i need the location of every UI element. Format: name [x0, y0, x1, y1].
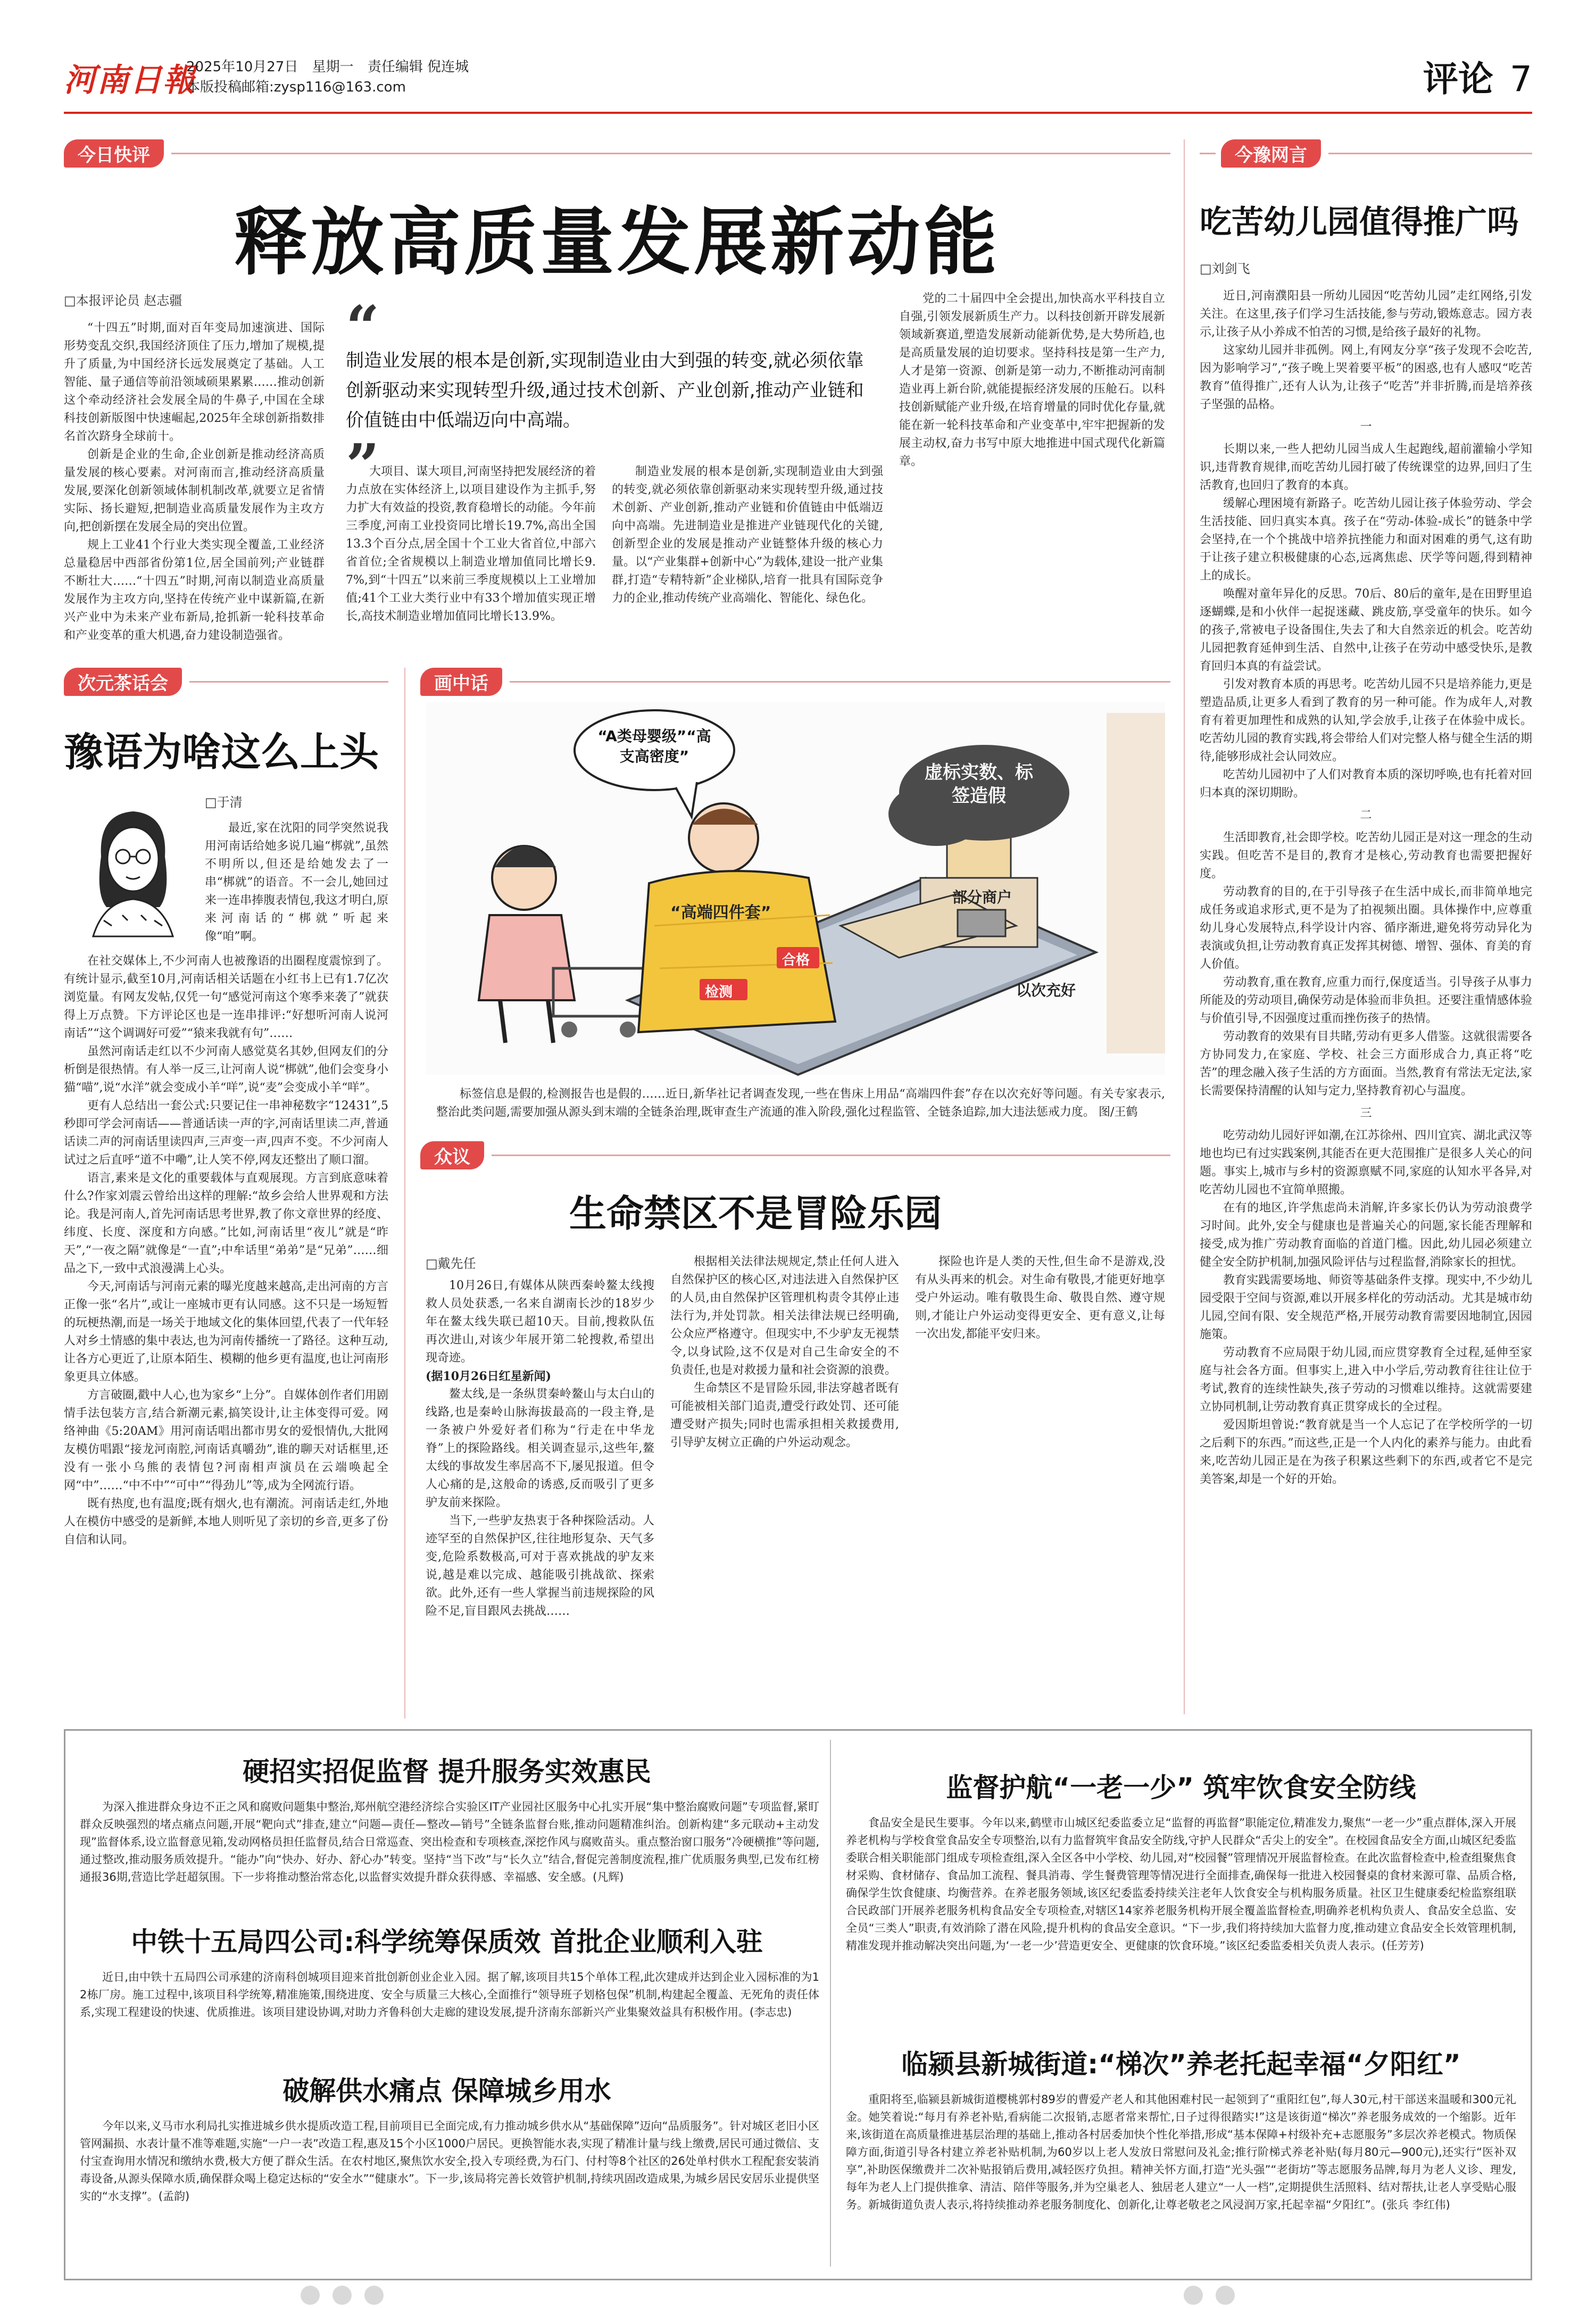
cartoon-label-merchant: 部分商户 — [952, 889, 1012, 906]
box1-body: 为深入推进群众身边不正之风和腐败问题集中整治,郑州航空港经济综合实验区IT产业园社区服务中心扎实开展“集中整治腐败问题”专项监督,紧盯群众反映强烈的堵点痛点问题,开展“靶向式”排查,建立“问题—责任—整改—销号”全链条监督台账,推动问题精准纠治。创新构建“多元联动+主动发现”监督体系,设立监督意见箱,发动网格员担任监督员,结合日常巡查、突出检查和专项核查,深挖作风与腐败苗头。重点整治窗口服务“冷硬横推”等问题,通过整改,推动服务质效提升。“能办”向“快办、好办、舒心办”转变。坚持“当下改”与“长久立”结合,督促完善制度流程,推广优质服务典型,已发布红榜通报36期,营造比学赶超氛围。下一步将推动整治常态化,以监督实效提升群众获得感、幸福感、安全感。(凡辉) — [80, 1800, 819, 1883]
tea-intro: 最近,家在沈阳的同学突然说我用河南话给她多说几遍“梆就”,虽然不明所以,但还是给她发去了一串“梆就”的语音。不一会儿,她回过来一连串捧腹表情包,我这才明白,原来河南话的“梆就”听起来像“咱”啊。 — [205, 821, 388, 943]
main-col-2: 大项目、谋大项目,河南坚持把发展经济的着力点放在实体经济上,以项目建设作为主抓手,努力扩大有效益的投资,教育稳增长的动能。今年前三季度,河南工业投资同比增长19.7%,高出全国13.3个百分点,居全国十个工业大省首位,中部六省首位;全省规模以上制造业增加值同比增长9.7%,到“十四五”以来前三季度规模以上工业增加值;41个工业大类行业中有33个增加值实现正增长,高技术制造业增加值同比增长13.9%。 — [346, 465, 596, 623]
cartoon-cloud-fake: 虚标实数、标签造假 — [925, 762, 1033, 807]
cartoon-credit: 图/王鹤 — [1098, 1106, 1138, 1119]
newspaper-logo: 河南日報 — [64, 62, 196, 99]
box4-body: 食品安全是民生要事。今年以来,鹤壁市山城区纪委监委立足“监督的再监督”职能定位,精准发力,聚焦“一老一少”重点群体,深入开展养老机构与学校食堂食品安全专项整治,以有力监督筑牢食品安全防线,守护人民群众“舌尖上的安全”。在校园食品安全方面,山城区纪委监委联合相关职能部门组成专项检查组,深入全区各中小学校、幼儿园,对“校园餐”管理情况开展监督检查。在此次监督检查中,检查组聚焦食材采购、食材储存、食品加工流程、餐具消毒、学生餐费管理等情况进行全面排查,确保每一批进入校园餐桌的食材来源可靠、品质合格,确保学生饮食健康、均衡营养。在养老服务领域,该区纪委监委持续关注老年人饮食安全与机构服务质量。社区卫生健康委纪检监察组联合民政部门开展养老服务机构食品安全专项检查,对辖区14家养老服务机构开展全覆盖监督检查,明确养老机构负责人、食品安全总监、安全员“三类人”职责,有效消除了潜在风险,提升机构的食品安全意识。“下一步,我们将持续加大监督力度,推动建立食品安全长效管理机制,精准发现并推动解决突出问题,为‘一老一少’营造更安全、更健康的饮食环境。”该区纪委监委相关负责人表示。(任芳芳) — [846, 1816, 1516, 1952]
cartoon-label-inferior: 以次充好 — [1016, 982, 1076, 999]
voice-source: (据10月26日红星新闻) — [426, 1369, 552, 1383]
main-col-3: 制造业发展的根本是创新,实现制造业由大到强的转变,就必须依靠创新驱动来实现转型升级,通过技术创新、产业创新,推动产业链和价值链由中低端迈向中高端。先进制造业是推进产业链现代化的关键,创新型企业的发展是推动产业链整体升级的核心力量。以“产业集群+创新中心”为载体,建设一批产业集群,打造“专精特新”企业梯队,培育一批具有国际竞争力的企业,推动传统产业高端化、智能化、绿色化。 — [612, 465, 883, 605]
box5-author: (张兵 李红伟) — [1382, 2198, 1450, 2211]
section-name: 评论 — [1423, 58, 1493, 99]
box3-author: (孟韵) — [158, 2190, 190, 2203]
pull-quote — [346, 293, 878, 500]
contribution-email[interactable]: 本版投稿邮箱:zysp116@163.com — [186, 79, 406, 95]
tag-public-opinion: 众议 — [420, 1141, 1170, 1169]
cartoon-illustration — [426, 702, 1165, 1075]
box1-author: (凡辉) — [593, 1871, 624, 1883]
main-article-title: 释放高质量发展新动能 — [234, 200, 1001, 285]
issue-date: 2025年10月27日 — [186, 59, 298, 75]
cartoon-bubble-claims: “A类母婴级”“高支高密度” — [597, 727, 711, 765]
cartoon-label-test: 检测 — [705, 984, 733, 1000]
box4-title: 监督护航“一老一少” 筑牢饮食安全防线 — [946, 1772, 1416, 1803]
tea-body: 在社交媒体上,不少河南人也被豫语的出圈程度震惊到了。有统计显示,截至10月,河南话相关话题在小红书上已有1.7亿次浏览量。有网友发帖,仅凭一句“感觉河南这个寒季来袭了”就获得上万点赞。下方评论区也是一连串排评:“好想听河南人说河南话”“这个调调好可爱”“猿来我就有句”…… 虽然河南话走红以不少河南人感觉莫名其妙,但网友们的分析倒是很热情。有人举一反三,让河南人说“梆就”,他们会变身小猫“喵”,说“水洋”就会变成小羊“咩”,说“麦”会变成小羊“咩”。 更有人总结出一套公式:只要记住一串神秘数字“12431”,5秒即可学会河南话——普通话读一声的字,河南话里读二声,普通话读二声的河南话里读四声,三声变一声,四声不变。不少河南人试过之后直呼“道不中嘞”,让人笑不停,网友还整出了顺口溜。 语言,素来是文化的重要载体与直观展现。方言到底意味着什么?作家刘震云曾给出这样的理解:“故乡会给人世界观和方法论。我是河南人,首先河南话思考世界,教了你文章世界的经度、纬度、长度、深度和方向感。”比如,河南话里“夜儿”就是“昨天”,“一夜之隔”就像是“一直”;中牟话里“弟弟”是“兄弟”……细品之下,一致中式浪漫满上心头。 今天,河南话与河南元素的曝光度越来越高,走出河南的方言正像一张“名片”,或让一座城市更有认同感。这不只是一场短暂的玩梗热潮,而是一场关于地域文化的集体回望,代表了一代年轻人对乡土情感的集中表达,也为河南传播统一了路径。这种互动,让各方心更近了,让原本陌生、模糊的他乡更有温度,也让河南形象更具立体感。 方言破圈,戳中人心,也为家乡“上分”。自媒体创作者们用剧情手法包装方言,结合新潮元素,搞笑设计,让主体变得可爱。网络神曲《5:20AM》用河南话唱出都市男女的爱恨情仇,大批网友模仿唱跟“接龙河南腔,河南话真嚼劲”,谁的聊天对话框里,还没有一张小乌熊的表情包?河南相声演员在云端唤起全网“中”……“中不中”“可中”“得劲儿”等,成为全网流行语。 既有热度,也有温度;既有烟火,也有潮流。河南话走红,外地人在模仿中感受的是新鲜,本地人则听见了亲切的乡音,更多了份自信和认同。 — [64, 954, 388, 1547]
right-column-divider — [1184, 139, 1185, 1714]
quote-open-icon: “ — [346, 293, 380, 361]
tag-today-commentary: 今日快评 — [64, 139, 1170, 167]
box5-body: 重阳将至,临颍县新城街道樱桃郭村89岁的曹爱产老人和其他困难村民一起领到了“重阳红包”,每人30元,村干部送来温暖和300元礼金。她笑着说:“每月有养老补贴,看病能二次报销,志愿者常来帮忙,日子过得很踏实!”这是该街道“梯次”养老服务成效的一个缩影。近年来,该街道在高质量推进基层治理的基础上,推动各村居委加快个性化举措,形成“基本保障+村级补充+志愿服务”多层次养老模式。物质保障方面,街道引导各村建立养老补贴机制,为60岁以上老人发放日常慰问及礼金;推行阶梯式养老补贴(每月80元—900元),还实行“医补双享”,补助医保缴费并二次补贴报销后费用,减轻医疗负担。精神关怀方面,打造“光头强”“老街坊”等志愿服务品牌,每月为老人义诊、理发,每年为老人上门提供推拿、清洁、陪伴等服务,并为空巢老人、独居老人建立“一人一档”,定期提供生活照料、结对帮扶,让老人享受贴心服务。新城街道负责人表示,将持续推动养老服务制度化、创新化,让尊老敬老之风浸润万家,托起幸福“夕阳红”。(张兵 李红伟) — [846, 2093, 1516, 2211]
box3-title: 破解供水痛点 保障城乡用水 — [282, 2075, 611, 2106]
tea-column-divider — [404, 668, 405, 1718]
yuyan-body: 近日,河南濮阳县一所幼儿园因“吃苦幼儿园”走红网络,引发关注。在这里,孩子们学习生活技能,参与劳动,锻炼意志。园方表示,让孩子从小养成不怕苦的习惯,是给孩子最好的礼物。 这家幼儿园并非孤例。网上,有网友分享“孩子发现不会吃苦,因为影响学习”,“孩子晚上哭着要平板”的困惑,也有人感叹“吃苦教育”值得推广,还有人认为,让孩子“吃苦”并非折腾,而是培养孩子坚强的品格。 一 长期以来,一些人把幼儿园当成人生起跑线,超前灌输小学知识,违背教育规律,而吃苦幼儿园打破了传统课堂的边界,回归了生活教育,也回归了教育的本真。 缓解心理困境有新路子。吃苦幼儿园让孩子体验劳动、学会生活技能、回归真实本真。孩子在“劳动-体验-成长”的链条中学会坚持,在一个个挑战中培养抗挫能力和面对困难的勇气,这有助于让孩子建立积极健康的心态,远离焦虑、厌学等问题,得到精神上的成长。 唤醒对童年异化的反思。70后、80后的童年,是在田野里追逐蝴蝶,是和小伙伴一起捉迷藏、跳皮筋,享受童年的快乐。如今的孩子,常被电子设备围住,失去了和大自然亲近的机会。吃苦幼儿园把教育延伸到生活、自然中,让孩子在劳动中感受快乐,是教育回归本真的有益尝试。 引发对教育本质的再思考。吃苦幼儿园不只是培养能力,更是塑造品质,让更多人看到了教育的另一种可能。作为成年人,对教育有着更加理性和成熟的认知,学会放手,让孩子在体验中成长。吃苦幼儿园的教育实践,将会带给人们对完整人格与健全生活的期待,能够形成社会认同效应。 吃苦幼儿园初中了人们对教育本质的深切呼唤,也有托着对回归本真的深切期盼。 二 生活即教育,社会即学校。吃苦幼儿园正是对这一理念的生动实践。但吃苦不是目的,教育才是核心,劳动教育也需要把握好度。 劳动教育的目的,在于引导孩子在生活中成长,而非简单地完成任务或追求形式,更不是为了拍视频出圈。具体操作中,应尊重幼儿身心发展特点,科学设计内容、循序渐进,避免将劳动异化为表演或负担,让劳动教育真正发挥其树德、增智、强体、育美的育人价值。 劳动教育,重在教育,应重力而行,保度适当。引导孩子从事力所能及的劳动项目,确保劳动是体验而非负担。还要注重情感体验与价值引导,不因强度过重而挫伤孩子的热情。 劳动教育的效果有目共睹,劳动有更多人借鉴。这就很需要各方协同发力,在家庭、学校、社会三方面形成合力,真正将“吃苦”的理念融入孩子生活的方方面面。当然,教育有常法无定法,家长需要保持清醒的认知与定力,坚持教育初心与温度。 三 吃劳动幼儿园好评如潮,在江苏徐州、四川宜宾、湖北武汉等地也均已有过实践案例,其能否在更大范围推广是很多人关心的问题。事实上,城市与乡村的资源禀赋不同,家庭的认知水平各异,对吃苦幼儿园也不宜简单照搬。 在有的地区,许学焦虑尚未消解,许多家长仍认为劳动浪费学习时间。此外,安全与健康也是普遍关心的问题,家长能否理解和接受,成为推广劳动教育面临的首道门槛。因此,幼儿园必须建立健全安全防护机制,加强风险评估与过程监督,消除家长的担忧。 教育实践需要场地、师资等基础条件支撑。现实中,不少幼儿园受限于空间与资源,难以开展多样化的劳动活动。尤其是城市幼儿园,空间有限、安全规范严格,开展劳动教育需要因地制宜,因园施策。 劳动教育不应局限于幼儿园,而应贯穿教育全过程,延伸至家庭与社会各方面。但事实上,进入中小学后,劳动教育往往让位于考试,教育的连续性缺失,孩子劳动的习惯难以维持。这就需要建立协同机制,让劳动教育真正贯穿成长的全过程。 爱因斯坦曾说:“教育就是当一个人忘记了在学校所学的一切之后剩下的东西。”而这些,正是一个人内化的素养与能力。由此看来,吃苦幼儿园正是在为孩子积累这些剩下的东西,或者它不是完美答案,却是一个好的开始。 — [1200, 289, 1532, 1486]
author-portrait — [72, 793, 194, 936]
pull-quote-text: 制造业发展的根本是创新,实现制造业由大到强的转变,就必须依靠创新驱动来实现转型升级,通过技术创新、产业创新,推动产业链和价值链由中低端迈向中高端。 — [346, 350, 864, 431]
voice-title: 生命禁区不是冒险乐园 — [569, 1192, 942, 1235]
box2-author: (李志忠) — [750, 2006, 792, 2019]
editor-name: 倪连城 — [427, 59, 469, 75]
cartoon-label-pass: 合格 — [782, 952, 810, 968]
page-dot-2[interactable] — [332, 2286, 352, 2305]
editor-label: 责任编辑 — [367, 59, 423, 75]
box2-title: 中铁十五局四公司:科学统筹保质效 首批企业顺利入驻 — [131, 1927, 763, 1957]
page-number: 7 — [1510, 59, 1532, 99]
cartoon-caption: 标签信息是假的,检测报告也是假的……近日,新华社记者调查发现,一些在售床上用品“高端四件套”存在以次充好等问题。有关专家表示,整治此类问题,需要加强从源头到末端的全链条治理,既审查生产流通的准入阶段,强化过程监管、全链条追踪,加大违法惩戒力度。 图/王鹤 — [436, 1087, 1165, 1119]
masthead — [64, 51, 1532, 109]
page-dot-3[interactable] — [364, 2286, 384, 2305]
bottom-box-divider — [830, 1740, 831, 2267]
masthead-rule — [64, 112, 1532, 114]
voice-byline: □戴先任 — [426, 1256, 476, 1271]
box5-title: 临颍县新城街道:“梯次”养老托起幸福“夕阳红” — [901, 2049, 1461, 2080]
section-header — [1423, 51, 1532, 101]
issue-info — [186, 56, 469, 76]
box4-author: (任芳芳) — [1382, 1939, 1424, 1952]
main-article-byline: □本报评论员 赵志疆 — [64, 293, 182, 308]
prev-page-dot[interactable] — [301, 2286, 320, 2305]
issue-weekday: 星期一 — [312, 59, 354, 75]
yuyan-byline: □刘剑飞 — [1200, 261, 1250, 276]
tag-cartoon: 画中话 — [420, 668, 1170, 695]
voice-col-1: 10月26日,有媒体从陕西秦岭鳌太线搜救人员处获悉,一名来自湖南长沙的18岁少年在鳌太线失联已超10天。目前,搜救队伍再次进山,对该少年展开第二轮搜救,希望出现奇迹。 (据10月26日红星新闻) 鳌太线,是一条纵贯秦岭鳌山与太白山的线路,也是秦岭山脉海拔最高的一段主脊,是一条被户外爱好者们称为“行走在中华龙脊”上的探险路线。相关调查显示,这些年,鳌太线的事故发生率居高不下,屡见报道。但令人心痛的是,这般命的诱惑,反而吸引了更多驴友前来探险。 当下,一些驴友热衷于各种探险活动。人迹罕至的自然保护区,往往地形复杂、天气多变,危险系数极高,可对于喜欢挑战的驴友来说,越是难以完成、越能吸引挑战欲、探索欲。此外,还有一些人掌握当前违规探险的风险不足,盲目跟风去挑战…… — [426, 1279, 654, 1618]
next-page-dot[interactable] — [1216, 2286, 1235, 2305]
yuyan-title: 吃苦幼儿园值得推广吗 — [1200, 204, 1519, 241]
cartoon-label-premium: “高端四件套” — [670, 903, 771, 922]
quote-close-icon: ” — [346, 431, 380, 500]
main-col-4: 党的二十届四中全会提出,加快高水平科技自立自强,引领发展新质生产力。以科技创新开辟发展新领域新赛道,塑造发展新动能新优势,是大势所趋,也是高质量发展的迫切要求。坚持科技是第一生产力,人才是第一资源、创新是第一动力,不断推动河南制造业再上新台阶,就能提振经济发展的压舱石。以科技创新赋能产业升级,在培育增量的同时优化存量,就能在新一轮科技革命和产业变革中,牢牢把握新的发展主动权,奋力书写中原大地推进中国式现代化新篇章。 — [899, 292, 1165, 468]
main-col-1: “十四五”时期,面对百年变局加速演进、国际形势变乱交织,我国经济顶住了压力,增加了规模,提升了质量,为中国经济长远发展奠定了基础。人工智能、量子通信等前沿领域硕果累累……推动创新这个牵动经济社会发展全局的牛鼻子,中国在全球科技创新版图中快速崛起,2025年全球创新指数排名首次跻身全球前十。 创新是企业的生命,企业创新是推动经济高质量发展的核心要素。对河南而言,推动经济高质量发展,要深化创新领域体制机制改革,就要立足省情实际、扬长避短,把制造业高质量发展作为主攻方向,把创新摆在发展全局的突出位置。 规上工业41个行业大类实现全覆盖,工业经济总量稳居中西部省份第1位,居全国前列;产业链群不断壮大……“十四五”时期,河南以制造业高质量发展作为主攻方向,坚持在传统产业中谋新篇,在新兴产业中为未来产业布新局,抢抓新一轮科技革命和产业变革的重大机遇,奋力建设制造强省。 — [64, 321, 325, 642]
box1-title: 硬招实招促监督 提升服务实效惠民 — [243, 1756, 651, 1787]
tea-title: 豫语为啥这么上头 — [64, 729, 379, 775]
page-dot-4[interactable] — [1184, 2286, 1203, 2305]
box3-body: 今年以来,义马市水利局扎实推进城乡供水提质改造工程,目前项目已全面完成,有力推动城乡供水从“基础保障”迈向“品质服务”。针对城区老旧小区管网漏损、水表计量不准等难题,实施“一户一表”改造工程,惠及15个小区1000户居民。更换智能水表,实现了精准计量与线上缴费,居民可通过微信、支付宝查询用水情况和缴纳水费,极大方便了群众生活。在农村地区,聚焦饮水安全,投入专项经费,为石门、付村等8个社区的26处单村供水工程配套安装消毒设备,从源头保障水质,确保群众喝上稳定达标的“安全水”“健康水”。下一步,该局将完善长效管护机制,持续巩固改造成果,为城乡居民安居乐业提供坚实的“水支撑”。(孟韵) — [80, 2120, 819, 2203]
tag-yuyan: 今豫网言 — [1200, 139, 1532, 167]
box2-body: 近日,由中铁十五局四公司承建的济南科创城项目迎来首批创新创业企业入园。据了解,该项目共15个单体工程,此次建成并达到企业入园标准的为12栋厂房。施工过程中,该项目科学统筹,精准施策,围绕进度、安全与质量三大核心,全面推行“领导班子划格包保”机制,构建起全覆盖、无死角的责任体系,实现工程建设的快速、优质推进。该项目建设协调,对助力齐鲁科创大走廊的建设发展,提升济南东部新兴产业集聚效益具有积极作用。(李志忠) — [80, 1971, 819, 2019]
voice-col-2: 根据相关法律法规规定,禁止任何人进入自然保护区的核心区,对违法进入自然保护区的人员,由自然保护区管理机构责令其停止违法行为,并处罚款。相关法律法规已经明确,公众应严格遵守。但现实中,不少驴友无视禁令,以身试险,这不仅是对自己生命安全的不负责任,也是对救援力量和社会资源的浪费。 生命禁区不是冒险乐园,非法穿越者既有可能被相关部门追责,遭受行政处罚、还可能遭受财产损失;同时也需承担相关救援费用,引导驴友树立正确的户外运动观念。 — [670, 1255, 899, 1449]
tea-byline: □于清 — [205, 795, 243, 810]
voice-col-3: 探险也许是人类的天性,但生命不是游戏,没有从头再来的机会。对生命有敬畏,才能更好地享受户外运动。唯有敬畏生命、敬畏自然、遵守规则,才能让户外运动变得更安全、更有意义,让每一次出发,都能平安归来。 — [915, 1255, 1165, 1341]
tag-tea-talk: 次元茶话会 — [64, 668, 388, 695]
